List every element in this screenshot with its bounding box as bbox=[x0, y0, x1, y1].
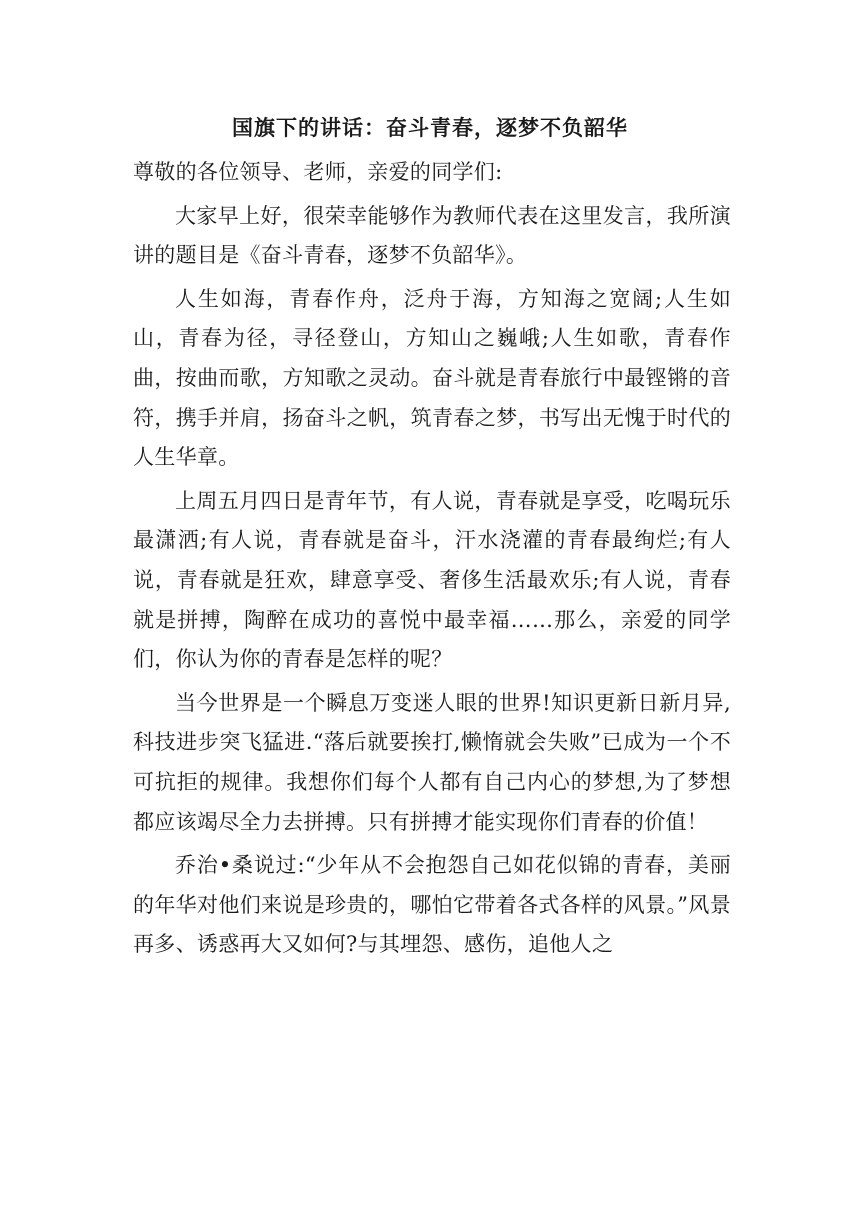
document-body bbox=[133, 153, 731, 969]
paragraph-changing-world: 当今世界是一个瞬息万变迷人眼的世界!知识更新日新月异,科技进步突飞猛进.“落后就要挨打,懒惰就会失败”已成为一个不可抗拒的规律。我想你们每个人都有自己内心的梦想,为了梦想都应该竭尽全力去拼搏。只有拼搏才能实现你们青春的价值！ bbox=[133, 690, 731, 834]
salutation: 尊敬的各位领导、老师，亲爱的同学们: bbox=[133, 160, 503, 184]
paragraph-life-metaphor: 人生如海，青春作舟，泛舟于海，方知海之宽阔;人生如山，青春为径，寻径登山，方知山之巍峨;人生如歌，青春作曲，按曲而歌，方知歌之灵动。奋斗就是青春旅行中最铿锵的音符，携手并肩，扬奋斗之帆，筑青春之梦，书写出无愧于时代的人生华章。 bbox=[133, 286, 731, 470]
document-title: 国旗下的讲话：奋斗青春，逐梦不负韶华 bbox=[232, 116, 628, 140]
paragraph-greeting: 大家早上好，很荣幸能够作为教师代表在这里发言，我所演讲的题目是《奋斗青春，逐梦不负韶华》。 bbox=[133, 203, 731, 268]
paragraph-youth-day: 上周五月四日是青年节，有人说，青春就是享受，吃喝玩乐最潇洒;有人说，青春就是奋斗，汗水浇灌的青春最绚烂;有人说，青春就是狂欢，肆意享受、奢侈生活最欢乐;有人说，青春就是拼搏，陶醉在成功的喜悦中最幸福……那么，亲爱的同学们，你认为你的青春是怎样的呢？ bbox=[133, 488, 731, 672]
paragraph-george-sand-quote: 乔治•桑说过:“少年从不会抱怨自己如花似锦的青春，美丽的年华对他们来说是珍贵的，哪怕它带着各式各样的风景。”风景再多、诱惑再大又如何?与其埋怨、感伤，追他人之 bbox=[133, 853, 731, 957]
